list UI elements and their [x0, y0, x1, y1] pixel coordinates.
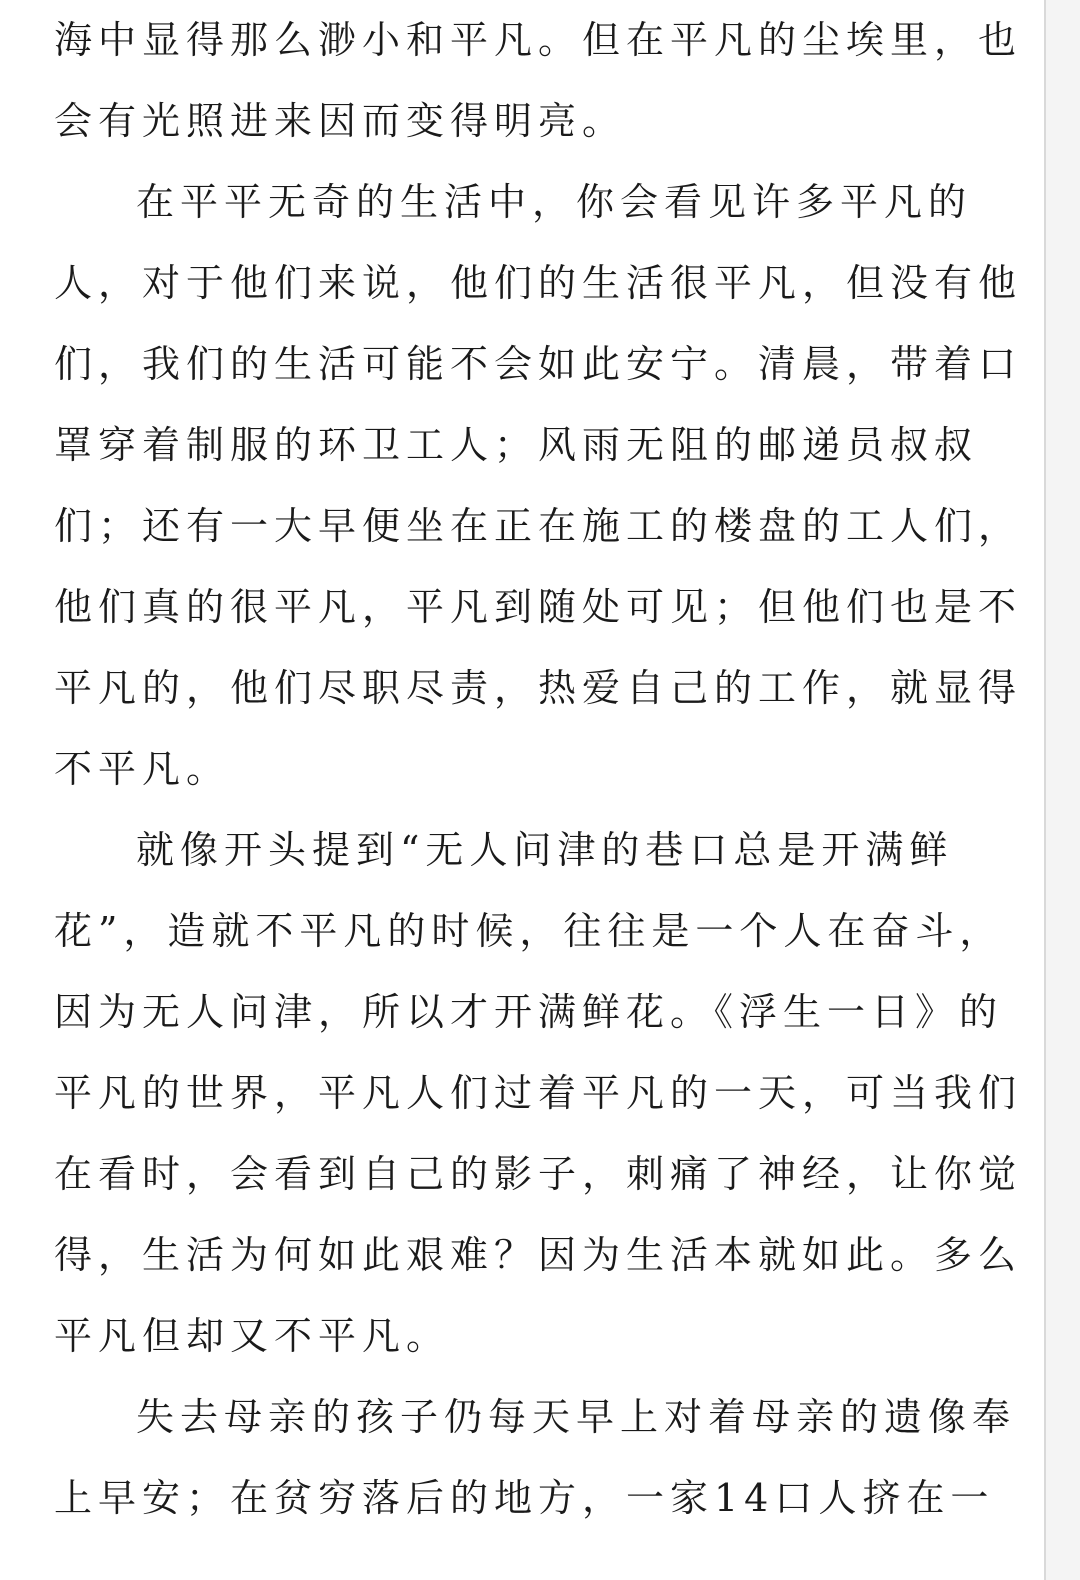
paragraph-start-line: 失去母亲的孩子仍每天早上对着母亲的遗像奉 — [136, 1395, 1017, 1439]
text-line: 平凡但却又不平凡。 — [54, 1314, 451, 1358]
paragraph-start-line: 在平平无奇的生活中，你会看见许多平凡的 — [136, 180, 973, 224]
text-line: 上早安；在贫穷落后的地方，一家14口人挤在一 — [54, 1476, 995, 1520]
text-line: 平凡的世界，平凡人们过着平凡的一天，可当我们 — [54, 1071, 1023, 1115]
text-line: 花”，造就不平凡的时候，往往是一个人在奋斗， — [54, 909, 1004, 953]
text-line: 海中显得那么渺小和平凡。但在平凡的尘埃里，也 — [54, 18, 1023, 62]
text-line: 人，对于他们来说，他们的生活很平凡，但没有他 — [54, 261, 1023, 305]
paragraph-start-line: 就像开头提到“无人问津的巷口总是开满鲜 — [136, 828, 954, 872]
text-line: 在看时，会看到自己的影子，刺痛了神经，让你觉 — [54, 1152, 1023, 1196]
text-line: 会有光照进来因而变得明亮。 — [54, 99, 627, 143]
essay-body — [54, 0, 1034, 1539]
document-page — [40, 0, 1046, 1580]
page-edge-margin — [1046, 0, 1080, 1580]
text-line: 们，我们的生活可能不会如此安宁。清晨，带着口 — [54, 342, 1023, 386]
text-line: 罩穿着制服的环卫工人；风雨无阻的邮递员叔叔 — [54, 423, 979, 467]
text-line: 不平凡。 — [54, 747, 231, 791]
text-line: 因为无人问津，所以才开满鲜花。《浮生一日》的 — [54, 990, 1004, 1034]
text-line: 平凡的，他们尽职尽责，热爱自己的工作，就显得 — [54, 666, 1023, 710]
text-line: 他们真的很平凡，平凡到随处可见；但他们也是不 — [54, 585, 1023, 629]
text-line: 们；还有一大早便坐在正在施工的楼盘的工人们， — [54, 504, 1023, 548]
text-line: 得，生活为何如此艰难？因为生活本就如此。多么 — [54, 1233, 1023, 1277]
